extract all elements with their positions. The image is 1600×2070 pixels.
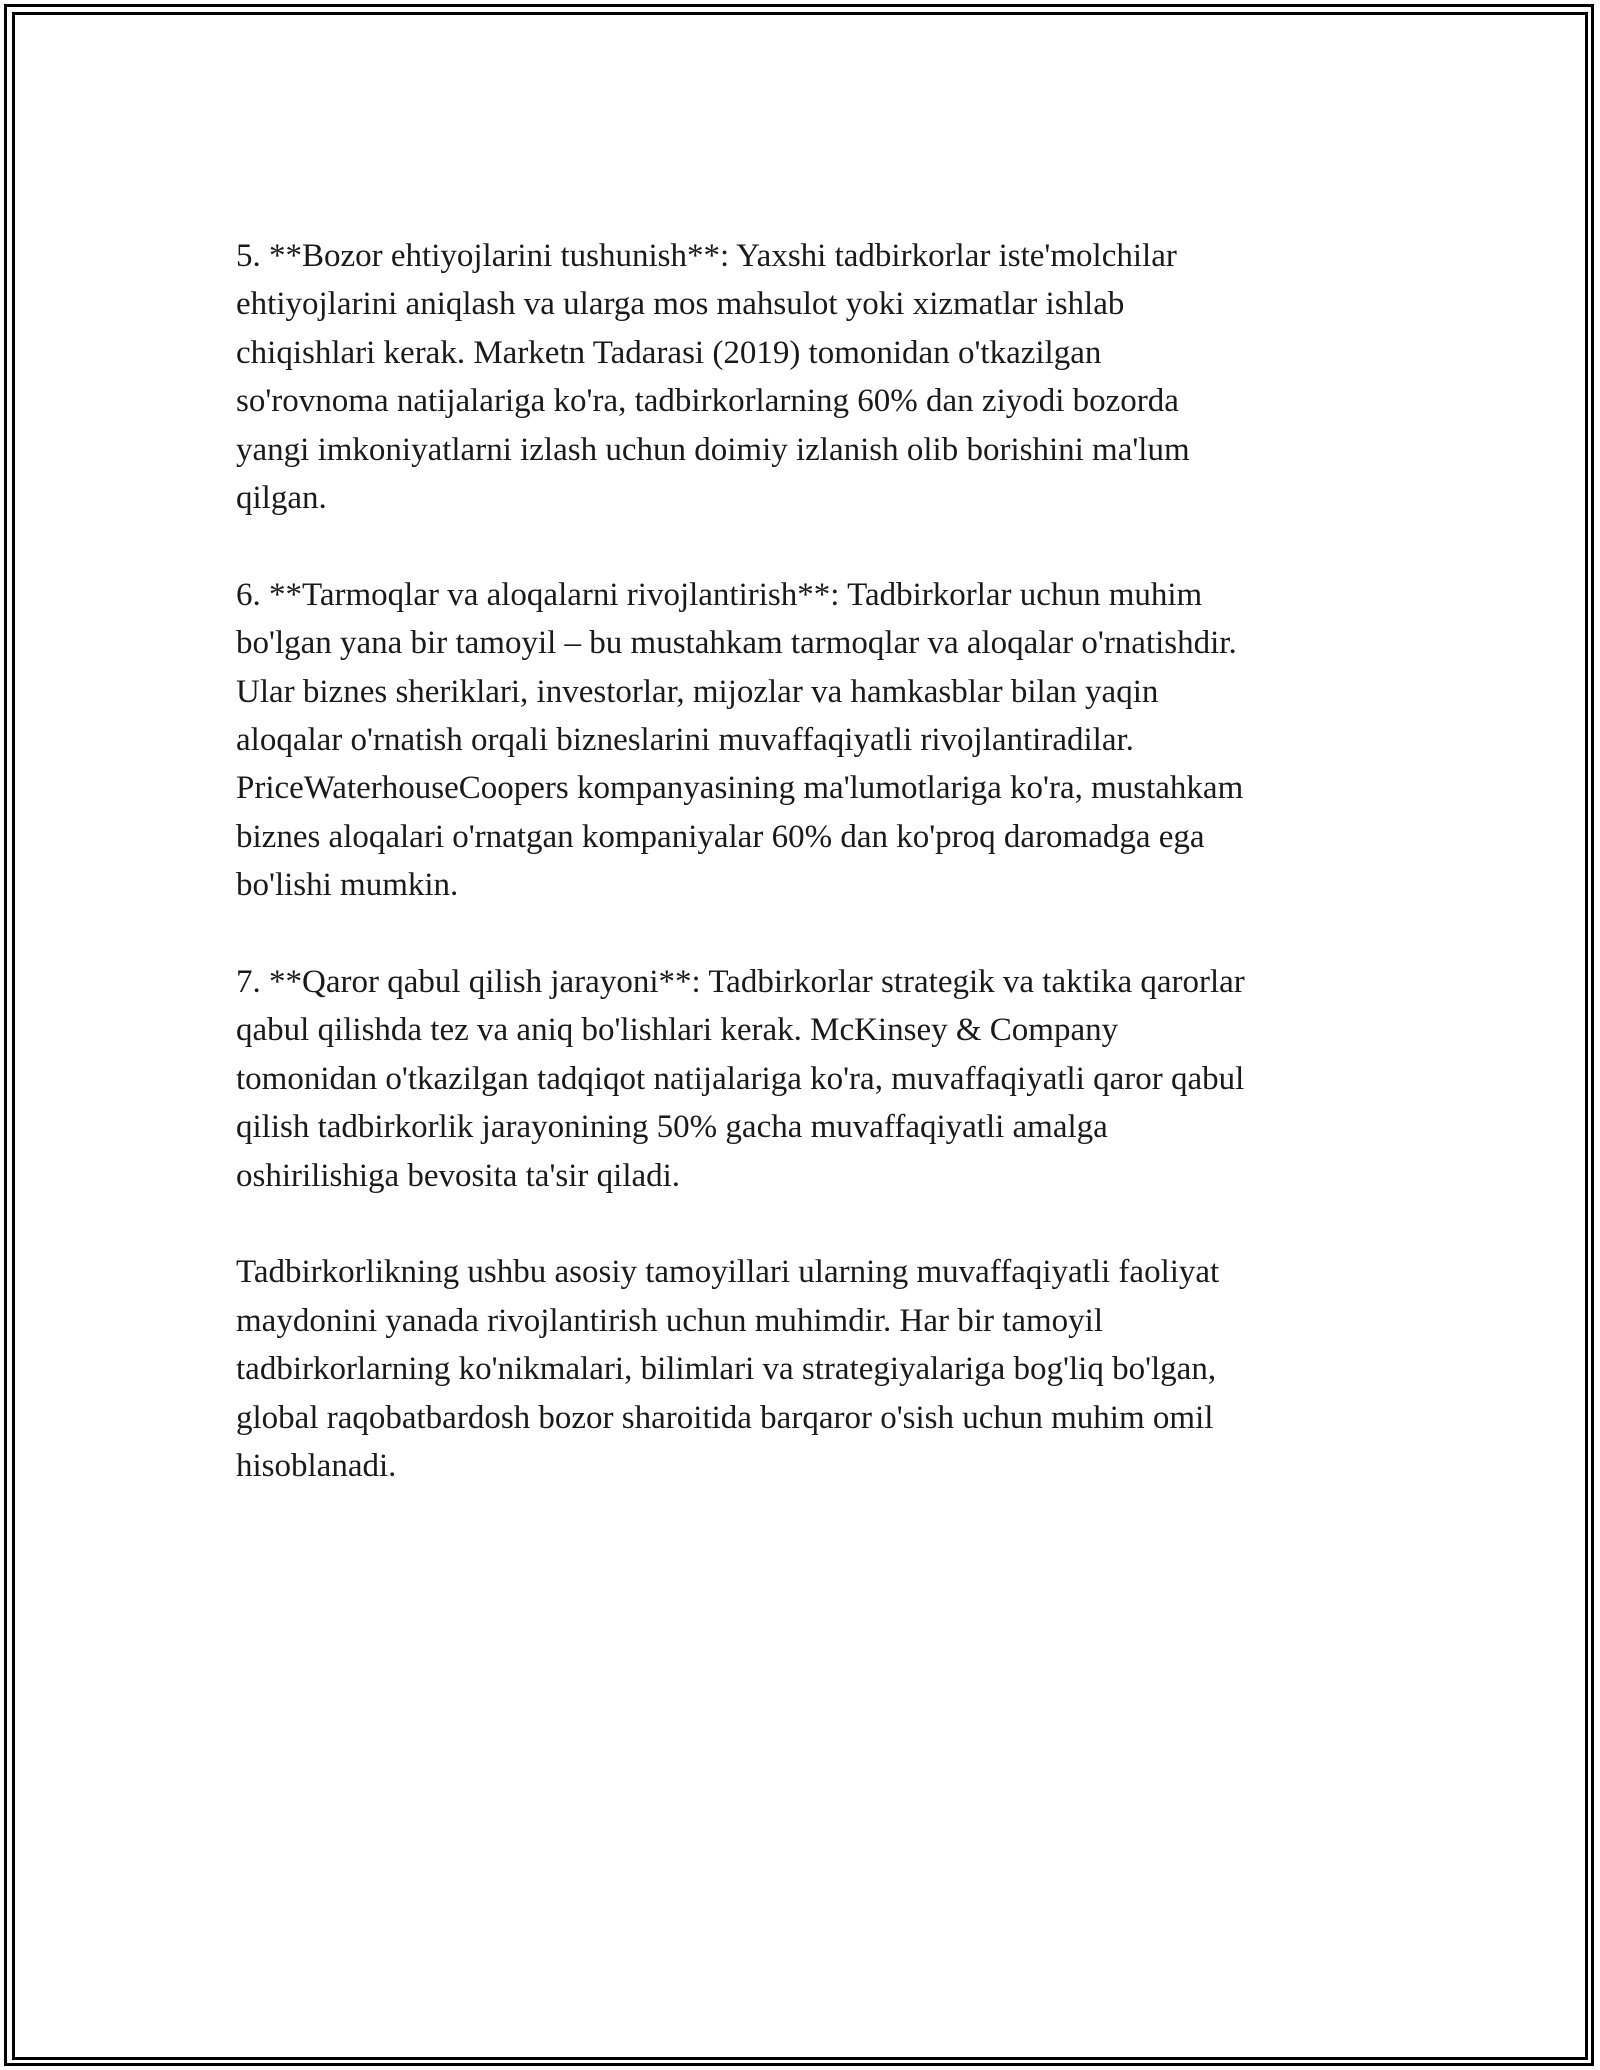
text-line: global raqobatbardosh bozor sharoitida barqaror o'sish uchun muhim omil	[236, 1399, 1214, 1436]
text-line: qabul qilishda tez va aniq bo'lishlari kerak. McKinsey & Company	[236, 1012, 1119, 1049]
paragraph-market-needs	[236, 232, 1376, 522]
text-line: qilish tadbirkorlik jarayonining 50% gacha muvaffaqiyatli amalga	[236, 1109, 1108, 1146]
document-body	[236, 232, 1376, 1491]
text-line: so'rovnoma natijalariga ko'ra, tadbirkorlarning 60% dan ziyodi bozorda	[236, 383, 1179, 420]
text-line: yangi imkoniyatlarni izlash uchun doimiy izlanish olib borishini ma'lum	[236, 431, 1190, 468]
text-line: 5. **Bozor ehtiyojlarini tushunish**: Yaxshi tadbirkorlar iste'molchilar	[236, 238, 1177, 274]
text-line: maydonini yanada rivojlantirish uchun muhimdir. Har bir tamoyil	[236, 1302, 1104, 1339]
text-line: 6. **Tarmoqlar va aloqalarni rivojlantirish**: Tadbirkorlar uchun muhim	[236, 576, 1203, 613]
text-line: oshirilishiga bevosita ta'sir qiladi.	[236, 1157, 681, 1194]
text-line: ehtiyojlarini aniqlash va ularga mos mahsulot yoki xizmatlar ishlab	[236, 286, 1125, 323]
text-line: aloqalar o'rnatish orqali bizneslarini muvaffaqiyatli rivojlantiradilar.	[236, 722, 1134, 759]
text-line: tadbirkorlarning ko'nikmalari, bilimlari va strategiyalariga bog'liq bo'lgan,	[236, 1351, 1217, 1388]
text-line: bo'lgan yana bir tamoyil – bu mustahkam tarmoqlar va aloqalar o'rnatishdir.	[236, 625, 1237, 662]
text-line: qilgan.	[236, 480, 327, 517]
text-line: biznes aloqalari o'rnatgan kompaniyalar 60% dan ko'proq daromadga ega	[236, 818, 1205, 855]
text-line: chiqishlari kerak. Marketn Tadarasi (2019) tomonidan o'tkazilgan	[236, 334, 1102, 371]
paragraph-decision-making	[236, 958, 1376, 1200]
text-line: PriceWaterhouseCoopers kompanyasining ma'lumotlariga ko'ra, mustahkam	[236, 770, 1244, 807]
text-line: hisoblanadi.	[236, 1448, 397, 1485]
text-line: Ular biznes sheriklari, investorlar, mijozlar va hamkasblar bilan yaqin	[236, 673, 1159, 710]
paragraph-conclusion	[236, 1248, 1376, 1490]
paragraph-networks	[236, 571, 1376, 910]
text-line: bo'lishi mumkin.	[236, 867, 459, 904]
text-line: Tadbirkorlikning ushbu asosiy tamoyillari ularning muvaffaqiyatli faoliyat	[236, 1254, 1220, 1291]
text-line: tomonidan o'tkazilgan tadqiqot natijalariga ko'ra, muvaffaqiyatli qaror qabul	[236, 1060, 1245, 1097]
text-line: 7. **Qaror qabul qilish jarayoni**: Tadbirkorlar strategik va taktika qarorlar	[236, 964, 1245, 1001]
